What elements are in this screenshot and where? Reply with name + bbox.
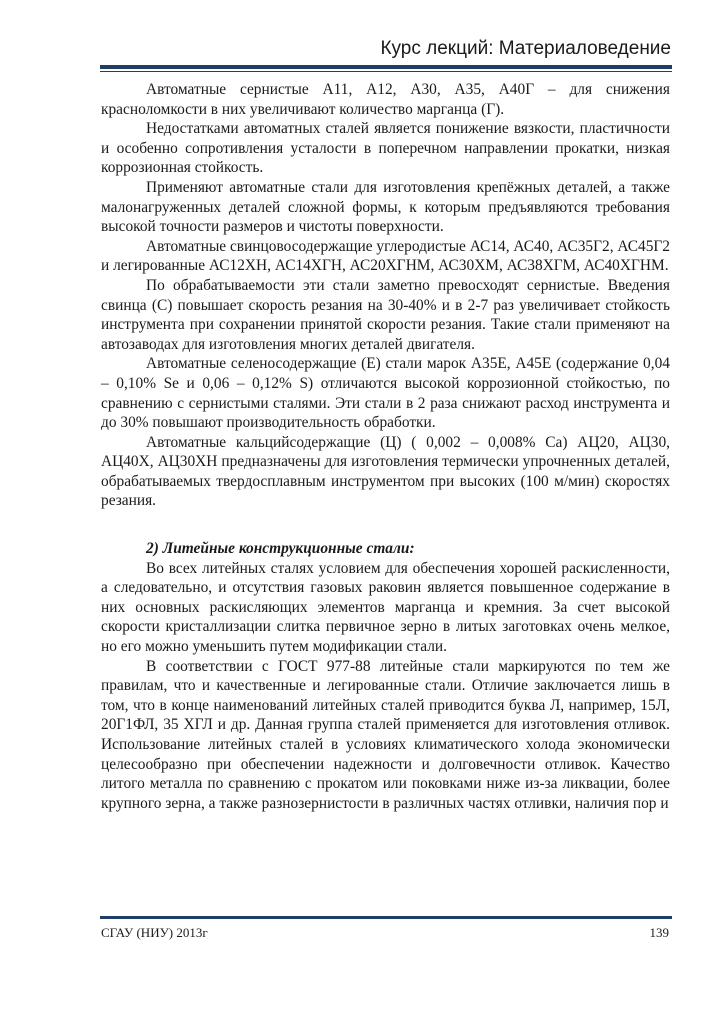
paragraph: Во всех литейных сталях условием для обеспечения хорошей раскисленности, а следовательно, и отсутствия газовых раковин является повышенное содержание в них основных раскисляющих элементов марганца и кремния. За счет высокой скорости кристаллизации слитка первичное зерно в литых заготовках очень мелкое, но его можно уменьшить путем модификации стали. <box>101 559 670 656</box>
paragraph: Недостатками автоматных сталей является понижение вязкости, пластичности и особенно сопротивления усталости в поперечном направлении прокатки, низкая коррозионная стойкость. <box>101 120 670 177</box>
footer-divider <box>100 916 672 919</box>
header-divider-thin <box>100 71 672 72</box>
paragraph: В соответствии с ГОСТ 977-88 литейные стали маркируются по тем же правилам, что и качественные и легированные стали. Отличие заключается лишь в том, что в конце наименований литейных сталей приводится буква Л, например, 15Л, 20Г1ФЛ, 35 ХГЛ и др. Данная группа сталей применяется для изготовления отливок. Использование литейных сталей в условиях климатического холода экономически целесообразно при обеспечении надежности и долговечности отливок. Качество литого металла по сравнению с прокатом или поковками ниже из-за ликвации, более крупного зерна, а также разнозернистости в различных частях отливки, наличия пор и <box>101 657 670 812</box>
paragraph: Автоматные свинцовосодержащие углеродистые АС14, АС40, АС35Г2, АС45Г2 и легированные АС12ХН, АС14ХГН, АС20ХГНМ, АС30ХМ, АС38ХГМ, АС40ХГНМ. <box>101 237 670 275</box>
section-heading: 2) Литейные конструкционные стали: <box>146 540 415 558</box>
paragraph: Автоматные сернистые А11, А12, А30, А35, А40Г – для снижения красноломкости в них увеличивают количество марганца (Г). <box>101 81 670 118</box>
paragraph: Автоматные селеносодержащие (Е) стали марок А35Е, А45Е (содержание 0,04 – 0,10% Se и 0,06 – 0,12% S) отличаются высокой коррозионной стойкостью, по сравнению с сернистыми сталями. Эти стали в 2 раза снижают расход инструмента и до 30% повышают производительность обработки. <box>101 355 670 432</box>
paragraph: Автоматные кальцийсодержащие (Ц) ( 0,002 – 0,008% Са) АЦ20, АЦ30, АЦ40Х, АЦ30ХН предназначены для изготовления термически упрочненных деталей, обрабатываемых твердосплавным инструментом при высоких (100 м/мин) скоростях резания. <box>101 433 670 510</box>
paragraph: По обрабатываемости эти стали заметно превосходят сернистые. Введения свинца (С) повышает скорость резания на 30-40% и в 2-7 раз увеличивает стойкость инструмента при сохранении принятой скорости резания. Такие стали применяют на автозаводах для изготовления многих деталей двигателя. <box>101 276 670 353</box>
page-number: 139 <box>649 925 669 940</box>
paragraph: Применяют автоматные стали для изготовления крепёжных деталей, а также малонагруженных деталей сложной формы, к которым предъявляются требования высокой точности размеров и чистоты поверхности. <box>101 178 670 236</box>
header-divider <box>100 65 672 69</box>
section-spacer <box>101 511 670 539</box>
page-title: Курс лекций: Материаловедение <box>380 38 671 59</box>
footer-institution: СГАУ (НИУ) 2013г <box>101 925 208 940</box>
page-body <box>101 80 670 813</box>
